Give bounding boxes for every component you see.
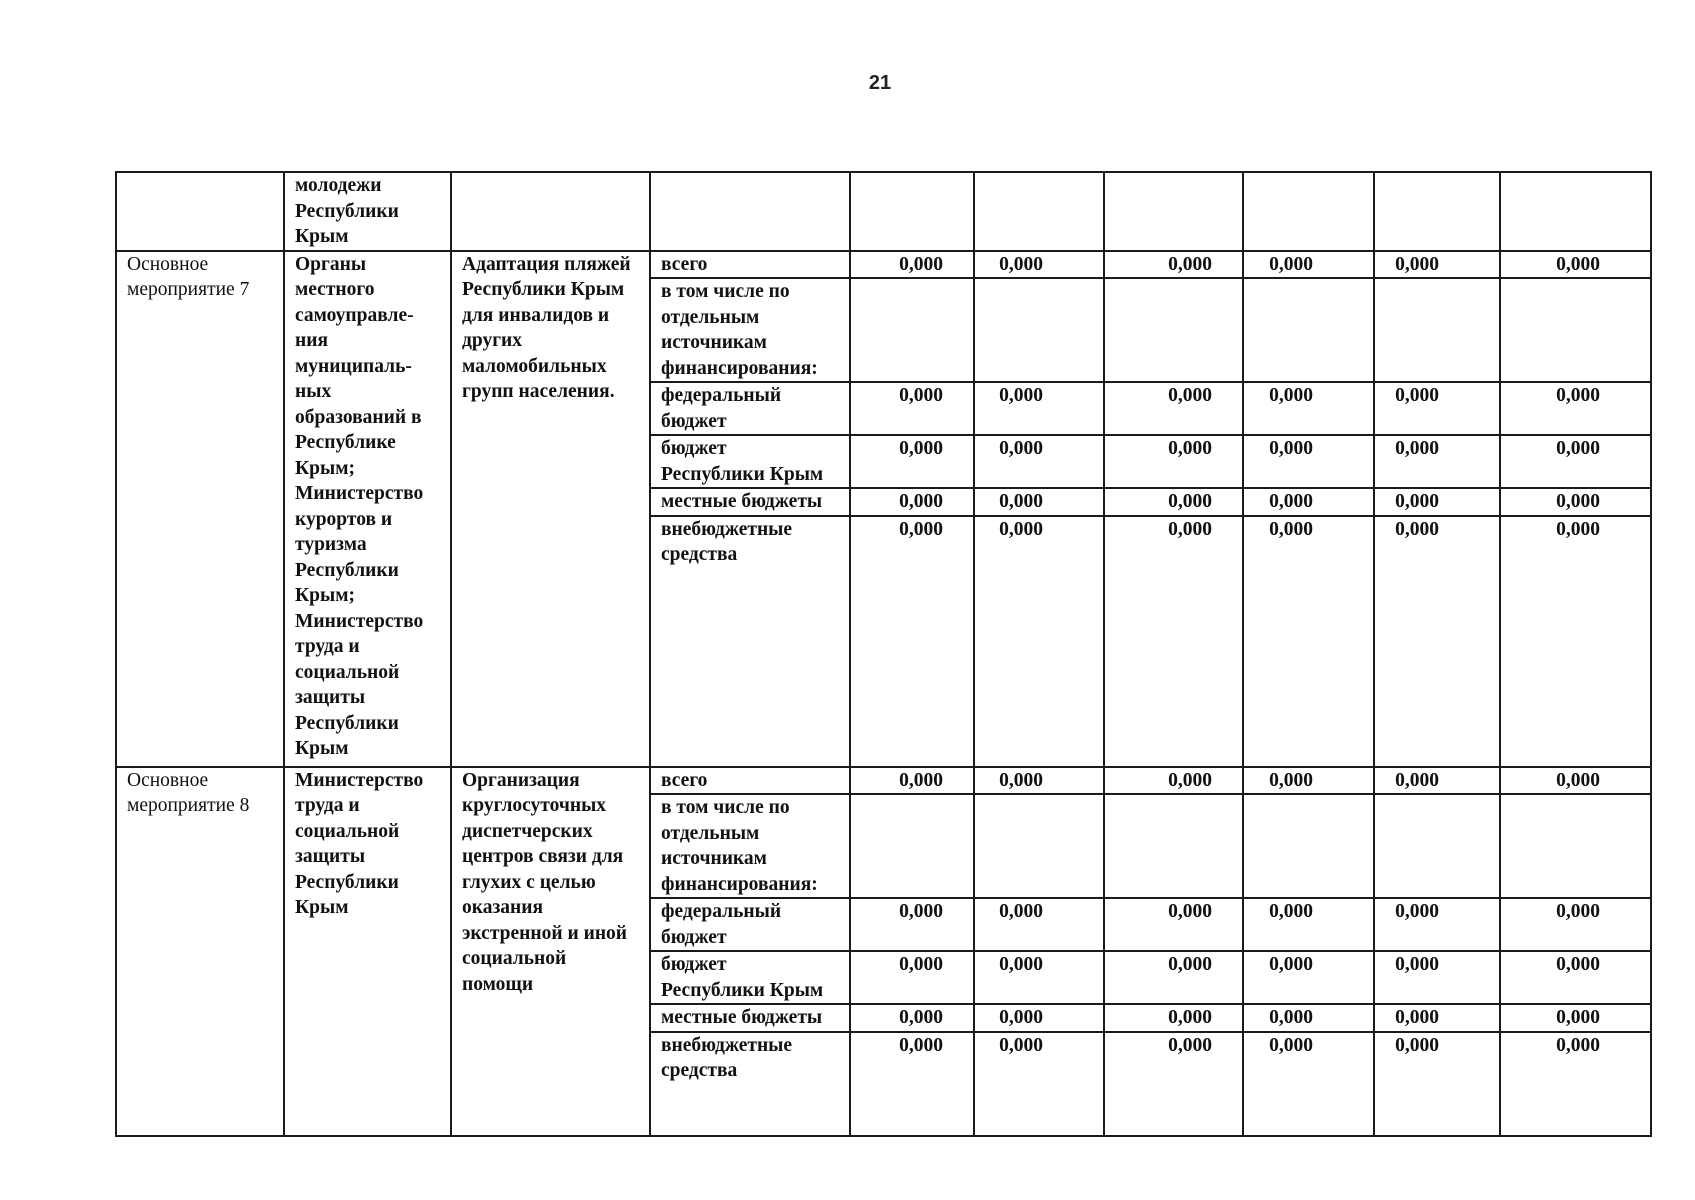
amount-value: 0,000 (899, 253, 943, 275)
funding-table (115, 171, 1652, 1137)
amount-value: 0,000 (1395, 253, 1439, 275)
amount-cell (1374, 251, 1500, 279)
amount-value: 0,000 (1395, 954, 1439, 975)
funding-source-label: федеральный бюджет (661, 901, 782, 948)
amount-value: 0,000 (1556, 253, 1600, 275)
funding-source-cell (650, 251, 850, 279)
empty-cell (850, 172, 974, 251)
amount-cell (850, 435, 974, 488)
amount-cell (1243, 488, 1374, 516)
amount-value: 0,000 (899, 385, 943, 406)
amount-cell (1243, 1032, 1374, 1136)
amount-cell (850, 278, 974, 382)
amount-cell (850, 382, 974, 435)
amount-cell (974, 488, 1104, 516)
event-cell (116, 251, 284, 767)
amount-value: 0,000 (1269, 901, 1313, 922)
amount-cell (1374, 898, 1500, 951)
amount-value: 0,000 (1556, 518, 1600, 540)
amount-value: 0,000 (1168, 385, 1212, 406)
amount-cell (1374, 951, 1500, 1004)
event-name: Основное мероприятие 7 (127, 253, 250, 300)
amount-value: 0,000 (1556, 901, 1600, 922)
amount-cell (974, 1032, 1104, 1136)
executor-cell (284, 251, 451, 767)
amount-cell (974, 516, 1104, 767)
amount-cell (1374, 1032, 1500, 1136)
executor-text: Органы местного самоуправле- ния муниципаль- ных образований в Республике Крым; Министерство курортов и туризма Республики Крым; Министерство труда и социальной защиты Республики Крым (295, 253, 424, 759)
amount-value: 0,000 (1395, 438, 1439, 459)
amount-value: 0,000 (999, 954, 1043, 975)
empty-cell (1243, 172, 1374, 251)
amount-cell (1104, 1032, 1243, 1136)
amount-cell (1243, 516, 1374, 767)
empty-cell (650, 172, 850, 251)
amount-cell (1243, 435, 1374, 488)
funding-source-cell (650, 435, 850, 488)
amount-value: 0,000 (1556, 438, 1600, 459)
amount-value: 0,000 (1269, 769, 1313, 791)
amount-cell (1500, 767, 1651, 795)
amount-cell (1104, 794, 1243, 898)
event-cell (116, 767, 284, 1136)
amount-value: 0,000 (899, 1034, 943, 1056)
amount-cell (1104, 382, 1243, 435)
amount-value: 0,000 (899, 518, 943, 540)
amount-value: 0,000 (999, 1034, 1043, 1056)
event-cell (116, 172, 284, 251)
amount-cell (850, 1032, 974, 1136)
amount-value: 0,000 (1395, 491, 1439, 512)
amount-value: 0,000 (1556, 1034, 1600, 1056)
amount-cell (1104, 488, 1243, 516)
amount-cell (1243, 898, 1374, 951)
amount-value: 0,000 (1556, 954, 1600, 975)
amount-value: 0,000 (1168, 901, 1212, 922)
amount-value: 0,000 (999, 385, 1043, 406)
funding-source-label: внебюджетные средства (661, 518, 793, 565)
amount-cell (974, 278, 1104, 382)
funding-source-label: местные бюджеты (661, 491, 823, 512)
amount-cell (1500, 382, 1651, 435)
amount-cell (1500, 794, 1651, 898)
amount-cell (850, 516, 974, 767)
executor-cell (284, 172, 451, 251)
amount-value: 0,000 (1556, 1007, 1600, 1028)
funding-source-cell (650, 488, 850, 516)
amount-cell (1104, 1004, 1243, 1032)
empty-cell (1500, 172, 1651, 251)
amount-value: 0,000 (999, 518, 1043, 540)
amount-cell (1500, 435, 1651, 488)
table-row (116, 767, 1651, 795)
amount-value: 0,000 (1269, 1034, 1313, 1056)
funding-source-label: в том числе по отдельным источникам финансирования: (661, 281, 818, 379)
amount-value: 0,000 (999, 769, 1043, 791)
amount-value: 0,000 (1168, 954, 1212, 975)
amount-cell (1243, 794, 1374, 898)
amount-cell (850, 951, 974, 1004)
funding-source-cell (650, 794, 850, 898)
table-row (116, 251, 1651, 279)
amount-value: 0,000 (1168, 253, 1212, 275)
amount-cell (974, 898, 1104, 951)
amount-value: 0,000 (899, 491, 943, 512)
amount-cell (1374, 435, 1500, 488)
empty-cell (451, 172, 650, 251)
table-row (116, 172, 1651, 251)
amount-cell (974, 951, 1104, 1004)
amount-value: 0,000 (999, 253, 1043, 275)
amount-cell (1104, 516, 1243, 767)
funding-source-cell (650, 767, 850, 795)
funding-source-label: федеральный бюджет (661, 385, 782, 432)
description-text: Адаптация пляжей Республики Крым для инвалидов и других маломобильных групп населения. (462, 253, 631, 402)
amount-value: 0,000 (899, 901, 943, 922)
amount-value: 0,000 (1168, 438, 1212, 459)
executor-text: Министерство труда и социальной защиты Республики Крым (295, 769, 424, 918)
amount-cell (1500, 1004, 1651, 1032)
funding-source-label: внебюджетные средства (661, 1034, 793, 1081)
description-cell (451, 767, 650, 1136)
amount-cell (1374, 794, 1500, 898)
amount-cell (1243, 1004, 1374, 1032)
amount-cell (1500, 488, 1651, 516)
amount-value: 0,000 (1269, 491, 1313, 512)
amount-value: 0,000 (1168, 769, 1212, 791)
amount-value: 0,000 (999, 1007, 1043, 1028)
amount-value: 0,000 (1556, 385, 1600, 406)
amount-cell (1374, 488, 1500, 516)
amount-cell (1500, 898, 1651, 951)
amount-value: 0,000 (1556, 769, 1600, 791)
amount-cell (850, 488, 974, 516)
amount-cell (1104, 278, 1243, 382)
amount-value: 0,000 (999, 438, 1043, 459)
amount-cell (1500, 516, 1651, 767)
amount-value: 0,000 (1168, 491, 1212, 512)
amount-cell (974, 794, 1104, 898)
funding-source-cell (650, 516, 850, 767)
amount-value: 0,000 (1395, 518, 1439, 540)
description-cell (451, 251, 650, 767)
amount-value: 0,000 (999, 491, 1043, 512)
event-name: Основное мероприятие 8 (127, 769, 250, 816)
page-number: 21 (868, 72, 892, 94)
amount-value: 0,000 (899, 769, 943, 791)
amount-value: 0,000 (1269, 385, 1313, 406)
amount-value: 0,000 (1168, 518, 1212, 540)
amount-cell (1374, 1004, 1500, 1032)
amount-value: 0,000 (1395, 769, 1439, 791)
amount-cell (974, 382, 1104, 435)
amount-cell (850, 251, 974, 279)
amount-cell (1104, 951, 1243, 1004)
amount-cell (1104, 767, 1243, 795)
empty-cell (1104, 172, 1243, 251)
amount-cell (1104, 898, 1243, 951)
amount-value: 0,000 (1168, 1034, 1212, 1056)
amount-value: 0,000 (1269, 253, 1313, 275)
amount-cell (1243, 767, 1374, 795)
funding-source-cell (650, 951, 850, 1004)
amount-cell (1500, 1032, 1651, 1136)
empty-cell (1374, 172, 1500, 251)
amount-value: 0,000 (1395, 1007, 1439, 1028)
amount-cell (1243, 951, 1374, 1004)
amount-cell (850, 767, 974, 795)
executor-cell (284, 767, 451, 1136)
executor-text: молодежи Республики Крым (295, 175, 399, 247)
amount-value: 0,000 (1269, 954, 1313, 975)
amount-cell (1374, 516, 1500, 767)
amount-value: 0,000 (899, 954, 943, 975)
amount-cell (1500, 251, 1651, 279)
amount-value: 0,000 (999, 901, 1043, 922)
amount-value: 0,000 (1556, 491, 1600, 512)
amount-cell (974, 435, 1104, 488)
amount-cell (1500, 951, 1651, 1004)
funding-source-label: всего (661, 769, 708, 791)
amount-cell (1104, 435, 1243, 488)
funding-source-label: бюджет Республики Крым (661, 438, 824, 485)
empty-cell (974, 172, 1104, 251)
amount-cell (1104, 251, 1243, 279)
amount-cell (850, 898, 974, 951)
amount-value: 0,000 (899, 1007, 943, 1028)
amount-value: 0,000 (1269, 518, 1313, 540)
funding-source-cell (650, 1032, 850, 1136)
amount-value: 0,000 (1269, 1007, 1313, 1028)
amount-cell (1243, 251, 1374, 279)
funding-source-label: местные бюджеты (661, 1007, 823, 1028)
funding-source-cell (650, 278, 850, 382)
funding-source-cell (650, 898, 850, 951)
funding-source-cell (650, 1004, 850, 1032)
amount-cell (974, 767, 1104, 795)
amount-cell (1243, 278, 1374, 382)
funding-source-label: в том числе по отдельным источникам финансирования: (661, 797, 818, 895)
funding-source-cell (650, 382, 850, 435)
amount-value: 0,000 (1395, 1034, 1439, 1056)
amount-cell (974, 251, 1104, 279)
amount-value: 0,000 (1269, 438, 1313, 459)
amount-cell (1243, 382, 1374, 435)
amount-value: 0,000 (899, 438, 943, 459)
amount-cell (974, 1004, 1104, 1032)
amount-value: 0,000 (1168, 1007, 1212, 1028)
funding-source-label: бюджет Республики Крым (661, 954, 824, 1001)
amount-cell (850, 794, 974, 898)
amount-value: 0,000 (1395, 385, 1439, 406)
amount-cell (1374, 278, 1500, 382)
amount-cell (1500, 278, 1651, 382)
funding-source-label: всего (661, 253, 708, 275)
description-text: Организация круглосуточных диспетчерских центров связи для глухих с целью оказания экстренной и иной социальной помощи (462, 769, 628, 995)
amount-cell (1374, 382, 1500, 435)
amount-cell (850, 1004, 974, 1032)
amount-cell (1374, 767, 1500, 795)
amount-value: 0,000 (1395, 901, 1439, 922)
